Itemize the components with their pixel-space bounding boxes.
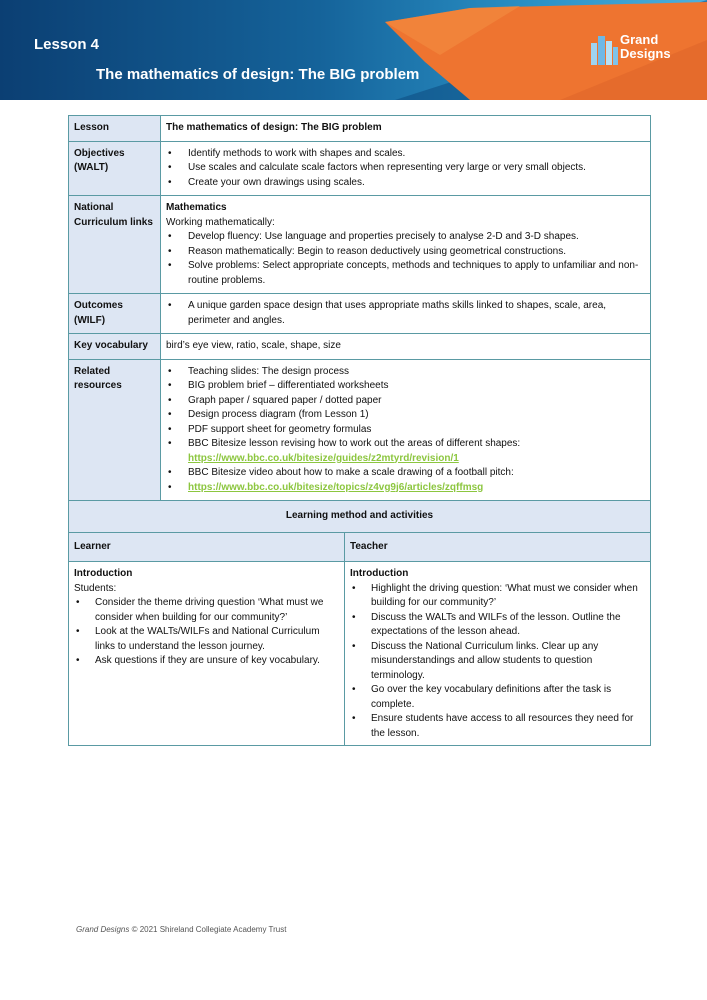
curriculum-intro: Working mathematically:	[166, 216, 275, 228]
objectives-label-line2: (WALT)	[74, 162, 109, 173]
grand-designs-logo	[590, 33, 695, 67]
curriculum-label-line2: Curriculum links	[74, 216, 153, 228]
list-item: • Highlight the driving question: ‘What must we consider when building for our community?’	[350, 582, 645, 611]
objectives-label	[69, 141, 161, 196]
list-item: • BIG problem brief – differentiated worksheets	[166, 379, 645, 394]
row-curriculum	[69, 196, 651, 294]
lesson-value: The mathematics of design: The BIG problem	[161, 116, 651, 142]
lesson-title: The mathematics of design: The BIG problem	[96, 66, 420, 83]
logo-line2: Designs	[620, 46, 671, 61]
learner-list	[74, 596, 339, 669]
bitesize-areas-link[interactable]: https://www.bbc.co.uk/bitesize/guides/z2mtyrd/revision/1	[188, 452, 459, 464]
lesson-label: Lesson	[69, 116, 161, 142]
objectives-content	[161, 141, 651, 196]
list-item	[166, 437, 645, 466]
row-vocabulary	[69, 334, 651, 360]
list-item: • Look at the WALTs/WILFs and National Curriculum links to understand the lesson journey.	[74, 625, 339, 654]
list-item: • Teaching slides: The design process	[166, 365, 645, 380]
list-item	[166, 481, 645, 496]
list-item: • Ask questions if they are unsure of key vocabulary.	[74, 654, 339, 669]
curriculum-list	[166, 230, 645, 288]
list-item: • Discuss the WALTs and WILFs of the lesson. Outline the expectations of the lesson ahead.	[350, 611, 645, 640]
footer	[76, 925, 286, 934]
footer-brand: Grand Designs	[76, 925, 130, 934]
logo-line1: Grand	[620, 32, 659, 47]
bitesize-scale-link[interactable]: https://www.bbc.co.uk/bitesize/topics/z4vg9j6/articles/zqffmsg	[188, 481, 484, 493]
list-item: • Solve problems: Select appropriate concepts, methods and techniques to apply to unfamiliar and non-routine problems.	[166, 259, 645, 288]
row-column-headings	[69, 532, 651, 562]
list-item: • Consider the theme driving question ‘What must we consider when building for our community?’	[74, 596, 339, 625]
buildings-icon	[590, 33, 618, 65]
row-resources	[69, 359, 651, 501]
list-item: • Design process diagram (from Lesson 1)	[166, 408, 645, 423]
list-item: • Reason mathematically: Begin to reason deductively using geometrical constructions.	[166, 245, 645, 260]
learner-content	[69, 562, 345, 746]
row-activities	[69, 562, 651, 746]
vocabulary-label: Key vocabulary	[69, 334, 161, 360]
teacher-content	[345, 562, 651, 746]
row-lesson	[69, 116, 651, 142]
outcomes-label-line2: (WILF)	[74, 314, 106, 326]
list-item: • A unique garden space design that uses appropriate maths skills linked to shapes, scale, area, perimeter and angles.	[166, 299, 645, 328]
list-item: • Discuss the National Curriculum links. Clear up any misunderstandings and allow students to question terminology.	[350, 640, 645, 684]
resources-label	[69, 359, 161, 501]
lesson-number: Lesson 4	[34, 36, 100, 53]
objectives-list	[166, 147, 645, 191]
row-activities-heading	[69, 501, 651, 533]
teacher-list	[350, 582, 645, 742]
list-item: • Develop fluency: Use language and properties precisely to analyse 2-D and 3-D shapes.	[166, 230, 645, 245]
resources-label-line2: resources	[74, 380, 122, 391]
resources-label-line1: Related	[74, 365, 111, 377]
outcomes-label-line1: Outcomes	[74, 300, 123, 311]
curriculum-label	[69, 196, 161, 294]
header-banner	[0, 0, 707, 100]
teacher-subheading: Introduction	[350, 568, 409, 579]
resources-content	[161, 359, 651, 501]
list-item: • Go over the key vocabulary definitions after the task is complete.	[350, 683, 645, 712]
learner-heading: Learner	[69, 532, 345, 562]
outcomes-label	[69, 294, 161, 334]
activities-heading: Learning method and activities	[69, 501, 651, 533]
resources-list	[166, 365, 645, 496]
outcomes-content	[161, 294, 651, 334]
learner-intro: Students:	[74, 582, 117, 594]
curriculum-label-line1: National	[74, 202, 114, 213]
curriculum-subject: Mathematics	[166, 202, 227, 213]
teacher-heading: Teacher	[345, 532, 651, 562]
list-item: • Create your own drawings using scales.	[166, 176, 645, 191]
lesson-plan-table	[68, 115, 651, 746]
row-objectives	[69, 141, 651, 196]
outcomes-list	[166, 299, 645, 328]
row-outcomes	[69, 294, 651, 334]
list-item: • Graph paper / squared paper / dotted paper	[166, 394, 645, 409]
list-item: • Use scales and calculate scale factors when representing very large or very small objects.	[166, 161, 645, 176]
resource-text: BBC Bitesize lesson revising how to work out the areas of different shapes:	[188, 438, 521, 449]
vocabulary-value: bird’s eye view, ratio, scale, shape, size	[161, 334, 651, 360]
footer-text: © 2021 Shireland Collegiate Academy Trust	[129, 925, 287, 934]
curriculum-content	[161, 196, 651, 294]
list-item: • Ensure students have access to all resources they need for the lesson.	[350, 712, 645, 741]
objectives-label-line1: Objectives	[74, 147, 125, 159]
list-item: • BBC Bitesize video about how to make a scale drawing of a football pitch:	[166, 466, 645, 481]
learner-subheading: Introduction	[74, 568, 133, 579]
list-item: • Identify methods to work with shapes and scales.	[166, 147, 645, 162]
list-item: • PDF support sheet for geometry formulas	[166, 423, 645, 438]
